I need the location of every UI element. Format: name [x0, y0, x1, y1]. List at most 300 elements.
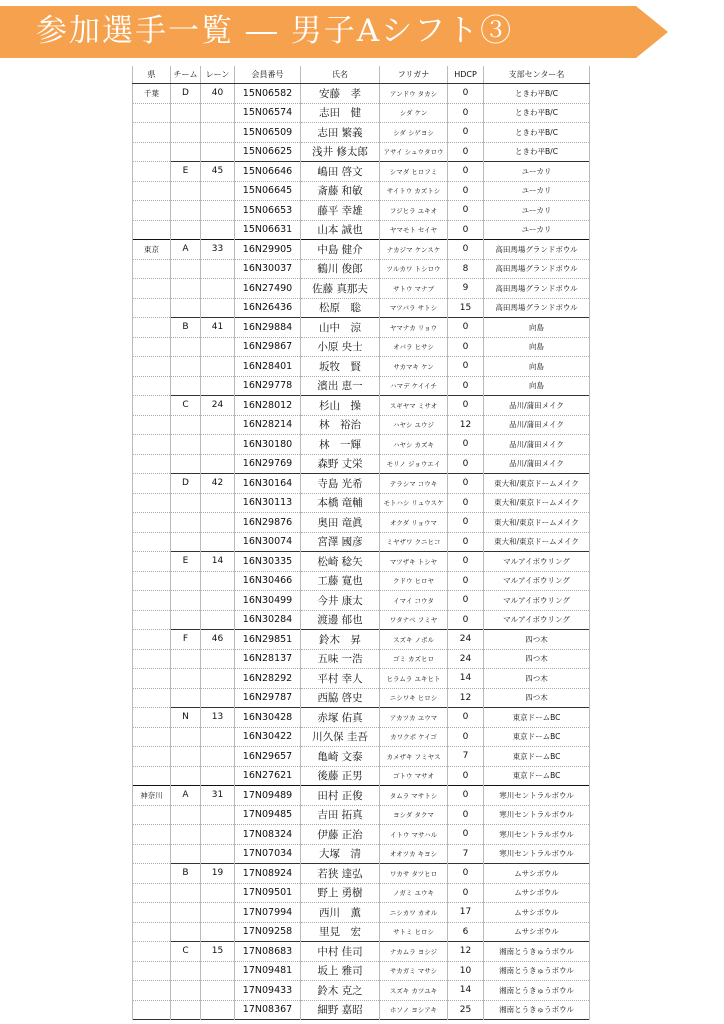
cell-pref	[133, 708, 171, 728]
cell-pref	[133, 357, 171, 377]
table-row	[133, 903, 590, 923]
table-row	[133, 162, 590, 182]
cell-pref	[133, 942, 171, 962]
cell-kana: イトウ マサハル	[380, 825, 448, 845]
cell-hdcp: 0	[448, 181, 484, 201]
cell-member-id: 16N26436	[235, 298, 301, 318]
cell-name: 本橋 竜輔	[301, 493, 380, 513]
cell-name: 藤平 幸雄	[301, 201, 380, 221]
cell-name: 佐藤 真那夫	[301, 279, 380, 299]
cell-name: 西川 薫	[301, 903, 380, 923]
cell-team	[171, 688, 201, 708]
cell-member-id: 16N30164	[235, 474, 301, 494]
cell-kana: フジヒラ ユキオ	[380, 201, 448, 221]
cell-center: 向島	[484, 337, 590, 357]
cell-kana: ノガミ ユウキ	[380, 883, 448, 903]
cell-hdcp: 7	[448, 844, 484, 864]
cell-hdcp: 12	[448, 942, 484, 962]
cell-member-id: 16N28214	[235, 415, 301, 435]
cell-lane: 41	[201, 318, 235, 338]
cell-pref	[133, 981, 171, 1001]
cell-center: ムサシボウル	[484, 883, 590, 903]
cell-lane: 45	[201, 162, 235, 182]
cell-lane	[201, 883, 235, 903]
cell-team: B	[171, 318, 201, 338]
cell-kana: マツバラ サトシ	[380, 298, 448, 318]
cell-center: 品川/蒲田メイク	[484, 454, 590, 474]
cell-name: 松原 聡	[301, 298, 380, 318]
cell-member-id: 16N28292	[235, 669, 301, 689]
cell-name: 浅井 修太郎	[301, 142, 380, 162]
cell-hdcp: 0	[448, 864, 484, 884]
cell-kana: サカガミ マサシ	[380, 961, 448, 981]
table-row	[133, 883, 590, 903]
cell-hdcp: 0	[448, 805, 484, 825]
cell-kana: ツルカワ トシロウ	[380, 259, 448, 279]
cell-member-id: 16N29884	[235, 318, 301, 338]
cell-lane	[201, 454, 235, 474]
cell-center: 東京ドームBC	[484, 708, 590, 728]
header-name: 氏名	[301, 66, 380, 84]
cell-member-id: 16N27621	[235, 766, 301, 786]
header-hdcp: HDCP	[448, 66, 484, 84]
cell-hdcp: 0	[448, 610, 484, 630]
cell-name: 五味 一浩	[301, 649, 380, 669]
cell-lane	[201, 961, 235, 981]
cell-team	[171, 357, 201, 377]
cell-team	[171, 259, 201, 279]
cell-lane	[201, 571, 235, 591]
cell-kana: ホソノ ヨシアキ	[380, 1000, 448, 1020]
cell-name: 松崎 稔矢	[301, 552, 380, 572]
cell-pref	[133, 1000, 171, 1020]
table-row	[133, 318, 590, 338]
cell-hdcp: 14	[448, 981, 484, 1001]
cell-team	[171, 727, 201, 747]
cell-pref	[133, 961, 171, 981]
cell-kana: シマダ ヒロフミ	[380, 162, 448, 182]
cell-lane	[201, 766, 235, 786]
cell-kana: サトウ マナブ	[380, 279, 448, 299]
cell-hdcp: 0	[448, 201, 484, 221]
table-row	[133, 279, 590, 299]
cell-member-id: 16N30074	[235, 532, 301, 552]
table-row	[133, 669, 590, 689]
cell-pref	[133, 337, 171, 357]
cell-pref	[133, 474, 171, 494]
cell-lane: 33	[201, 240, 235, 260]
cell-member-id: 16N27490	[235, 279, 301, 299]
cell-team	[171, 279, 201, 299]
cell-member-id: 16N30113	[235, 493, 301, 513]
cell-kana: ヤマモト セイヤ	[380, 220, 448, 240]
cell-name: 奥田 竜眞	[301, 513, 380, 533]
cell-lane	[201, 181, 235, 201]
table-row	[133, 123, 590, 143]
cell-hdcp: 0	[448, 142, 484, 162]
cell-team	[171, 825, 201, 845]
cell-kana: ヨシダ タクマ	[380, 805, 448, 825]
cell-team	[171, 532, 201, 552]
cell-pref	[133, 454, 171, 474]
cell-name: 後藤 正男	[301, 766, 380, 786]
cell-team	[171, 610, 201, 630]
cell-member-id: 16N29905	[235, 240, 301, 260]
table-body	[133, 84, 590, 1020]
cell-center: マルアイボウリング	[484, 552, 590, 572]
cell-pref	[133, 532, 171, 552]
table-row	[133, 181, 590, 201]
cell-lane	[201, 279, 235, 299]
cell-member-id: 16N29787	[235, 688, 301, 708]
cell-center: 東大和/東京ドームメイク	[484, 474, 590, 494]
cell-kana: ワタナベ フミヤ	[380, 610, 448, 630]
cell-pref	[133, 435, 171, 455]
cell-lane	[201, 298, 235, 318]
table-row	[133, 688, 590, 708]
cell-member-id: 17N07994	[235, 903, 301, 923]
cell-lane: 31	[201, 786, 235, 806]
cell-lane: 40	[201, 84, 235, 104]
cell-team	[171, 883, 201, 903]
cell-team: C	[171, 942, 201, 962]
table-header-row	[133, 66, 590, 84]
cell-team	[171, 844, 201, 864]
cell-pref	[133, 103, 171, 123]
cell-name: 伊藤 正治	[301, 825, 380, 845]
cell-name: 斎藤 和敏	[301, 181, 380, 201]
cell-member-id: 16N29778	[235, 376, 301, 396]
cell-team	[171, 1000, 201, 1020]
cell-member-id: 17N09485	[235, 805, 301, 825]
table-row	[133, 220, 590, 240]
cell-hdcp: 0	[448, 396, 484, 416]
cell-center: 湘南とうきゅうボウル	[484, 942, 590, 962]
cell-center: 高田馬場グランドボウル	[484, 298, 590, 318]
cell-lane	[201, 337, 235, 357]
cell-kana: シダ ケン	[380, 103, 448, 123]
cell-pref: 千葉	[133, 84, 171, 104]
cell-kana: カワクボ ケイゴ	[380, 727, 448, 747]
cell-name: 坂牧 賢	[301, 357, 380, 377]
table-row	[133, 786, 590, 806]
cell-team	[171, 805, 201, 825]
cell-hdcp: 24	[448, 649, 484, 669]
cell-center: 寒川セントラルボウル	[484, 844, 590, 864]
table-row	[133, 103, 590, 123]
cell-hdcp: 0	[448, 474, 484, 494]
cell-kana: アンドウ タカシ	[380, 84, 448, 104]
page-title: 参加選手一覧 ― 男子Aシフト③	[36, 13, 514, 49]
cell-center: 四つ木	[484, 669, 590, 689]
header-member-id: 会員番号	[235, 66, 301, 84]
cell-center: ムサシボウル	[484, 864, 590, 884]
cell-team	[171, 454, 201, 474]
cell-kana: ハヤシ ユウジ	[380, 415, 448, 435]
cell-name: 平村 幸人	[301, 669, 380, 689]
cell-lane: 42	[201, 474, 235, 494]
cell-member-id: 16N29657	[235, 747, 301, 767]
table-row	[133, 1000, 590, 1020]
cell-center: 湘南とうきゅうボウル	[484, 1000, 590, 1020]
cell-team	[171, 571, 201, 591]
cell-lane	[201, 123, 235, 143]
cell-member-id: 16N30466	[235, 571, 301, 591]
cell-lane	[201, 610, 235, 630]
cell-member-id: 17N09481	[235, 961, 301, 981]
header-pref: 県	[133, 66, 171, 84]
cell-team	[171, 922, 201, 942]
cell-center: 向島	[484, 318, 590, 338]
cell-kana: シダ シゲヨシ	[380, 123, 448, 143]
cell-pref	[133, 669, 171, 689]
cell-member-id: 16N30335	[235, 552, 301, 572]
cell-name: 林 裕治	[301, 415, 380, 435]
cell-center: ムサシボウル	[484, 922, 590, 942]
cell-lane	[201, 825, 235, 845]
cell-center: 湘南とうきゅうボウル	[484, 961, 590, 981]
cell-member-id: 16N29851	[235, 630, 301, 650]
cell-center: 向島	[484, 376, 590, 396]
cell-name: 工藤 寛也	[301, 571, 380, 591]
cell-kana: ナカムラ ヨシジ	[380, 942, 448, 962]
cell-name: 嶋田 啓文	[301, 162, 380, 182]
cell-kana: オオツカ キヨシ	[380, 844, 448, 864]
cell-hdcp: 0	[448, 162, 484, 182]
cell-pref: 東京	[133, 240, 171, 260]
cell-center: マルアイボウリング	[484, 591, 590, 611]
table-row	[133, 825, 590, 845]
cell-hdcp: 0	[448, 825, 484, 845]
cell-center: 寒川セントラルボウル	[484, 805, 590, 825]
cell-lane	[201, 220, 235, 240]
cell-kana: ミヤザワ クニヒコ	[380, 532, 448, 552]
cell-hdcp: 15	[448, 298, 484, 318]
cell-team	[171, 766, 201, 786]
cell-kana: クドウ ヒロヤ	[380, 571, 448, 591]
cell-center: 四つ木	[484, 688, 590, 708]
cell-kana: モリノ ジョウエイ	[380, 454, 448, 474]
participant-table	[132, 66, 590, 1020]
cell-member-id: 16N29876	[235, 513, 301, 533]
cell-pref	[133, 591, 171, 611]
header-team: チーム	[171, 66, 201, 84]
cell-pref	[133, 201, 171, 221]
cell-center: 寒川セントラルボウル	[484, 825, 590, 845]
cell-team: A	[171, 786, 201, 806]
cell-kana: モトハシ リュウスケ	[380, 493, 448, 513]
cell-team: D	[171, 474, 201, 494]
cell-team	[171, 103, 201, 123]
table-row	[133, 84, 590, 104]
cell-lane	[201, 922, 235, 942]
cell-center: 東大和/東京ドームメイク	[484, 493, 590, 513]
cell-name: 安藤 孝	[301, 84, 380, 104]
cell-center: 湘南とうきゅうボウル	[484, 981, 590, 1001]
cell-lane	[201, 903, 235, 923]
cell-pref	[133, 630, 171, 650]
cell-hdcp: 17	[448, 903, 484, 923]
cell-name: 西脇 啓史	[301, 688, 380, 708]
cell-kana: ヤマナカ リョウ	[380, 318, 448, 338]
cell-hdcp: 7	[448, 747, 484, 767]
cell-member-id: 15N06646	[235, 162, 301, 182]
cell-name: 川久保 圭吾	[301, 727, 380, 747]
cell-member-id: 16N29769	[235, 454, 301, 474]
cell-center: ユーカリ	[484, 162, 590, 182]
cell-center: ときわ平B/C	[484, 84, 590, 104]
cell-member-id: 16N29867	[235, 337, 301, 357]
cell-pref	[133, 181, 171, 201]
cell-lane	[201, 747, 235, 767]
cell-hdcp: 0	[448, 240, 484, 260]
cell-name: 吉田 拓真	[301, 805, 380, 825]
cell-lane	[201, 259, 235, 279]
cell-name: 濱出 恵一	[301, 376, 380, 396]
cell-center: 高田馬場グランドボウル	[484, 279, 590, 299]
cell-hdcp: 10	[448, 961, 484, 981]
cell-center: ときわ平B/C	[484, 142, 590, 162]
cell-pref	[133, 825, 171, 845]
cell-hdcp: 0	[448, 435, 484, 455]
cell-pref	[133, 552, 171, 572]
table-row	[133, 747, 590, 767]
table-row	[133, 727, 590, 747]
cell-kana: カメザキ フミヤス	[380, 747, 448, 767]
cell-lane	[201, 844, 235, 864]
table-row	[133, 357, 590, 377]
cell-center: 向島	[484, 357, 590, 377]
cell-name: 中島 健介	[301, 240, 380, 260]
cell-team	[171, 493, 201, 513]
table-row	[133, 454, 590, 474]
cell-kana: タムラ マサトシ	[380, 786, 448, 806]
cell-team	[171, 123, 201, 143]
cell-center: ときわ平B/C	[484, 103, 590, 123]
cell-pref	[133, 220, 171, 240]
cell-hdcp: 0	[448, 532, 484, 552]
cell-hdcp: 0	[448, 337, 484, 357]
table-row	[133, 376, 590, 396]
cell-kana: ニシワキ ヒロシ	[380, 688, 448, 708]
cell-member-id: 17N09489	[235, 786, 301, 806]
header-lane: レーン	[201, 66, 235, 84]
cell-member-id: 17N08924	[235, 864, 301, 884]
title-banner	[0, 0, 724, 62]
cell-hdcp: 14	[448, 669, 484, 689]
cell-pref	[133, 649, 171, 669]
cell-pref	[133, 766, 171, 786]
table-row	[133, 337, 590, 357]
cell-name: 寺島 光希	[301, 474, 380, 494]
cell-lane	[201, 532, 235, 552]
cell-member-id: 16N30422	[235, 727, 301, 747]
cell-name: 坂上 雅司	[301, 961, 380, 981]
cell-team	[171, 513, 201, 533]
cell-name: 鈴木 昇	[301, 630, 380, 650]
cell-kana: スギヤマ ミサオ	[380, 396, 448, 416]
cell-center: ユーカリ	[484, 201, 590, 221]
cell-hdcp: 8	[448, 259, 484, 279]
cell-team	[171, 142, 201, 162]
cell-member-id: 17N09433	[235, 981, 301, 1001]
cell-team	[171, 435, 201, 455]
cell-kana: スズキ カツユキ	[380, 981, 448, 1001]
cell-member-id: 15N06574	[235, 103, 301, 123]
table-row	[133, 201, 590, 221]
cell-member-id: 16N30180	[235, 435, 301, 455]
cell-pref	[133, 883, 171, 903]
cell-team	[171, 376, 201, 396]
cell-pref	[133, 493, 171, 513]
cell-name: 亀崎 文泰	[301, 747, 380, 767]
cell-name: 小原 央士	[301, 337, 380, 357]
cell-lane	[201, 591, 235, 611]
cell-name: 赤塚 佑真	[301, 708, 380, 728]
cell-member-id: 16N30284	[235, 610, 301, 630]
cell-lane	[201, 415, 235, 435]
table-row	[133, 396, 590, 416]
cell-kana: オクダ リョウマ	[380, 513, 448, 533]
table-row	[133, 922, 590, 942]
cell-pref	[133, 162, 171, 182]
cell-name: 野上 勇樹	[301, 883, 380, 903]
cell-pref	[133, 571, 171, 591]
cell-member-id: 17N09501	[235, 883, 301, 903]
cell-hdcp: 0	[448, 708, 484, 728]
cell-member-id: 17N09258	[235, 922, 301, 942]
cell-team: D	[171, 84, 201, 104]
cell-hdcp: 0	[448, 84, 484, 104]
cell-team	[171, 669, 201, 689]
cell-center: 東京ドームBC	[484, 747, 590, 767]
cell-pref	[133, 747, 171, 767]
cell-team	[171, 961, 201, 981]
cell-lane	[201, 103, 235, 123]
cell-name: 鶴川 俊郎	[301, 259, 380, 279]
cell-lane	[201, 1000, 235, 1020]
cell-member-id: 17N08683	[235, 942, 301, 962]
cell-name: 田村 正俊	[301, 786, 380, 806]
cell-lane: 14	[201, 552, 235, 572]
table-row	[133, 844, 590, 864]
cell-hdcp: 0	[448, 318, 484, 338]
cell-hdcp: 0	[448, 591, 484, 611]
cell-member-id: 15N06625	[235, 142, 301, 162]
cell-pref	[133, 903, 171, 923]
cell-name: 山本 誠也	[301, 220, 380, 240]
cell-hdcp: 9	[448, 279, 484, 299]
table-row	[133, 571, 590, 591]
cell-center: 品川/蒲田メイク	[484, 396, 590, 416]
cell-team	[171, 220, 201, 240]
cell-team: F	[171, 630, 201, 650]
cell-kana: ハヤシ カズキ	[380, 435, 448, 455]
cell-kana: スズキ ノボル	[380, 630, 448, 650]
cell-pref	[133, 318, 171, 338]
cell-hdcp: 0	[448, 571, 484, 591]
cell-name: 宮澤 國彦	[301, 532, 380, 552]
table-row	[133, 552, 590, 572]
cell-team	[171, 298, 201, 318]
cell-member-id: 15N06631	[235, 220, 301, 240]
cell-member-id: 16N28012	[235, 396, 301, 416]
cell-team: E	[171, 552, 201, 572]
cell-center: ユーカリ	[484, 181, 590, 201]
cell-team	[171, 747, 201, 767]
cell-hdcp: 0	[448, 552, 484, 572]
cell-center: 東大和/東京ドームメイク	[484, 532, 590, 552]
